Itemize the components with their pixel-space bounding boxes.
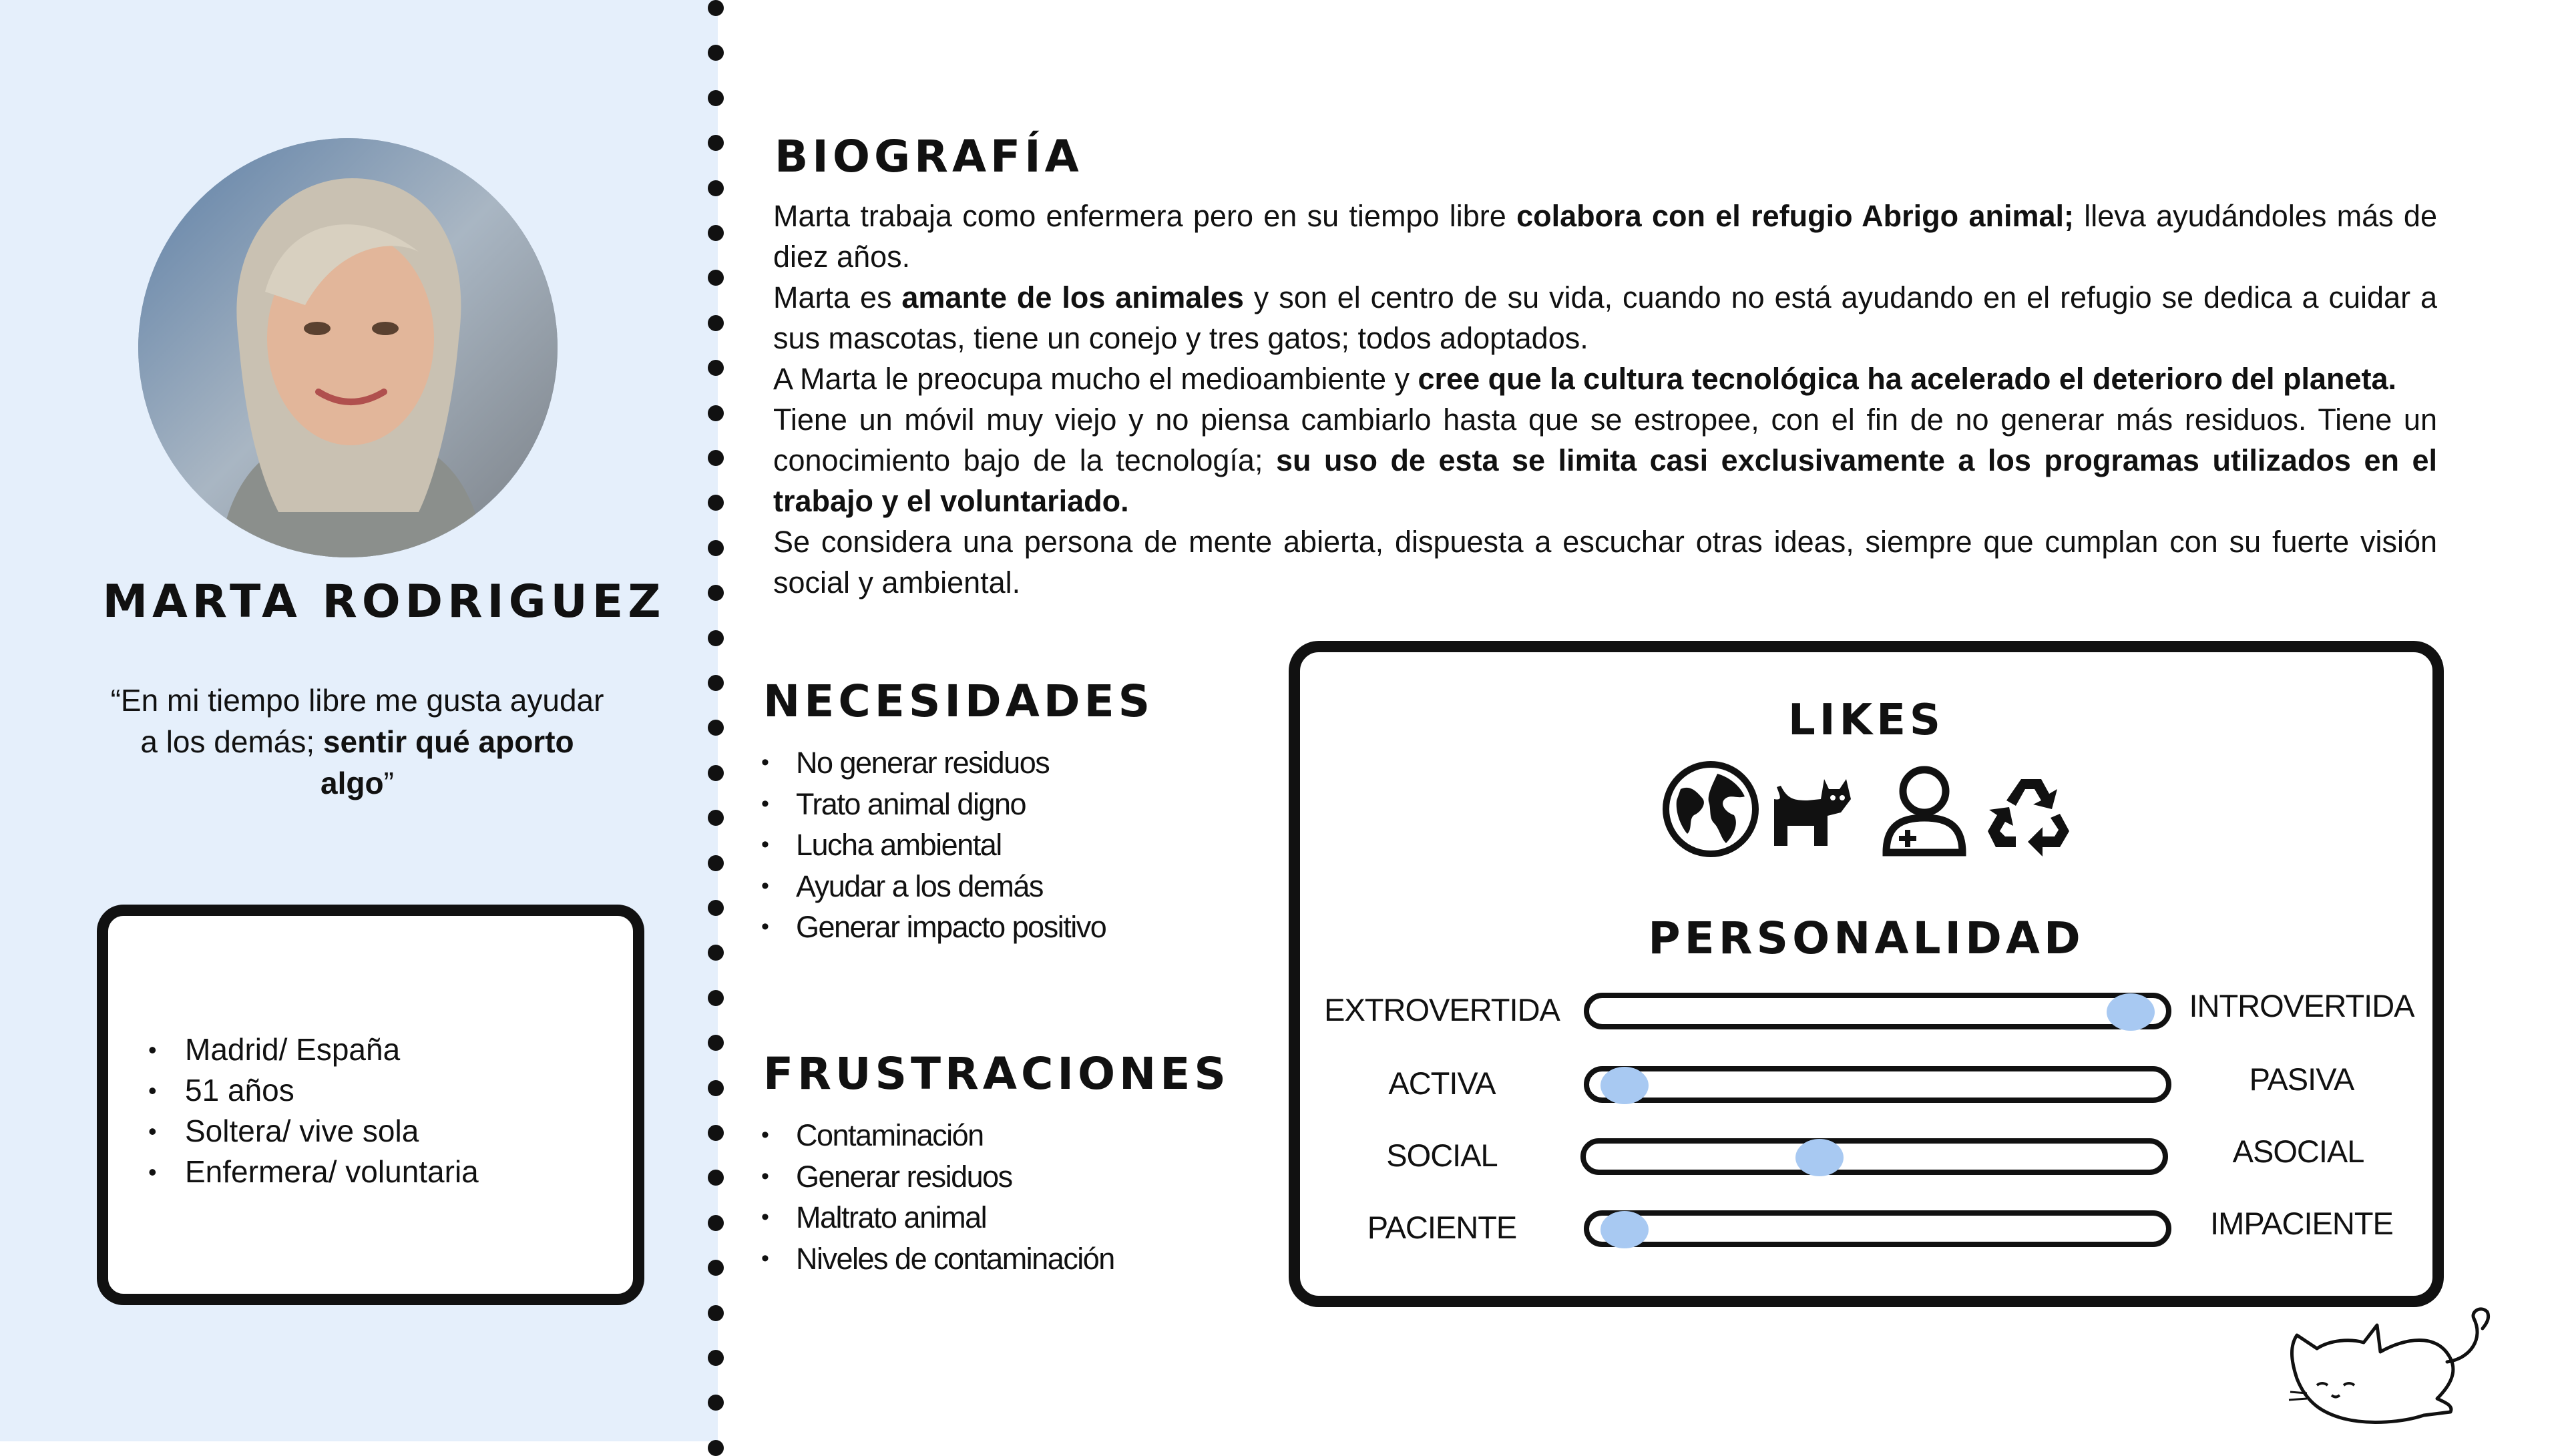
divider-dot [708, 225, 724, 241]
personality-title: PERSONALIDAD [1648, 913, 2085, 964]
divider-dot [708, 180, 724, 196]
trait-slider-track [1580, 1138, 2168, 1175]
bio-text: lleva ayudándoles más de diez años. [773, 199, 2437, 274]
divider-dot [708, 945, 724, 961]
trait-slider-track [1584, 993, 2171, 1029]
bio-paragraph [773, 277, 2437, 358]
divider-dot [708, 450, 724, 466]
nurse-icon [1874, 759, 1974, 859]
divider-dot [708, 720, 724, 736]
detail-status: • Soltera/ vive sola [148, 1111, 479, 1152]
trait-label-right: PASIVA [2249, 1061, 2354, 1097]
bio-text: y son el centro de su vida, cuando no está ayudando en el refugio se dedica a cuidar a sus mascotas, tiene un conejo y tres gatos; todos adoptados. [773, 280, 2438, 355]
divider-dot [708, 405, 724, 421]
divider-dot [708, 990, 724, 1006]
trait-label-left: SOCIAL [1386, 1138, 1498, 1173]
divider-dot [708, 135, 724, 151]
list-item: • Generar impacto positivo [761, 907, 1106, 948]
divider-dot [708, 855, 724, 871]
persona-details-card [97, 905, 644, 1305]
list-item: • Maltrato animal [761, 1197, 1114, 1238]
cat-doodle [2270, 1298, 2497, 1441]
list-item: • Niveles de contaminación [761, 1238, 1114, 1280]
biography-text [773, 196, 2437, 603]
divider-dot [708, 315, 724, 331]
list-item: • Contaminación [761, 1115, 1114, 1156]
divider-dot [708, 810, 724, 826]
bio-paragraph: Se considera una persona de mente abierta, dispuesta a escuchar otras ideas, siempre que cumplan con su fuerte visión social y ambiental. [773, 525, 2437, 599]
needs-title: NECESIDADES [763, 676, 1154, 727]
divider-dot [708, 630, 724, 646]
divider-dot [708, 1125, 724, 1141]
bio-highlight: colabora con el refugio Abrigo animal; [1516, 199, 2074, 233]
bio-text: A Marta le preocupa mucho el medioambiente y [773, 362, 1418, 396]
trait-slider-knob [1600, 1211, 1649, 1248]
detail-occupation: • Enfermera/ voluntaria [148, 1152, 479, 1192]
trait-label-right: IMPACIENTE [2210, 1206, 2393, 1241]
trait-label-left: ACTIVA [1388, 1065, 1496, 1101]
divider-dot [708, 1215, 724, 1231]
trait-slider-knob [1795, 1139, 1844, 1176]
trait-label-left: EXTROVERTIDA [1324, 992, 1560, 1027]
persona-name: MARTA RODRIGUEZ [102, 575, 666, 628]
trait-label-right: INTROVERTIDA [2189, 988, 2414, 1023]
list-item: • Generar residuos [761, 1156, 1114, 1198]
cat-icon [1767, 759, 1868, 859]
divider-dot [708, 270, 724, 286]
divider-dot [708, 540, 724, 556]
bio-text: Tiene un móvil muy viejo y no piensa cambiarlo hasta que se estropee, con el fin de no generar más residuos. Tiene un conocimiento bajo de la tecnología; [773, 403, 2437, 477]
trait-label-left: PACIENTE [1367, 1210, 1517, 1245]
bio-highlight: amante de los animales [901, 280, 1244, 314]
persona-avatar [138, 138, 558, 557]
list-item: • Trato animal digno [761, 784, 1106, 825]
quote-highlight: sentir qué aporto algo [320, 724, 574, 800]
biography-title: BIOGRAFÍA [775, 131, 1083, 182]
list-item: • Lucha ambiental [761, 824, 1106, 866]
trait-slider-knob [2107, 993, 2155, 1031]
bio-paragraph [773, 399, 2437, 521]
divider-dot [708, 90, 724, 106]
divider-dot [708, 1170, 724, 1186]
trait-slider-track [1584, 1210, 2171, 1247]
bio-paragraph [773, 358, 2437, 399]
trait-slider-knob [1600, 1067, 1649, 1104]
bio-text: Marta trabaja como enfermera pero en su tiempo libre [773, 199, 1517, 233]
likes-personality-card [1289, 641, 2444, 1307]
divider-dot [708, 675, 724, 691]
likes-title: LIKES [1788, 696, 1944, 745]
divider-dot [708, 1080, 724, 1096]
divider-dot [708, 900, 724, 916]
bio-highlight: cree que la cultura tecnológica ha acelerado el deterioro del planeta. [1418, 362, 2397, 396]
detail-age: • 51 años [148, 1070, 479, 1111]
dotted-divider [702, 0, 729, 1441]
globe-icon [1661, 759, 1761, 859]
divider-dot [708, 1035, 724, 1051]
list-item: • No generar residuos [761, 742, 1106, 784]
frustrations-list [761, 1115, 1114, 1279]
persona-quote [100, 680, 614, 804]
trait-label-right: ASOCIAL [2232, 1134, 2364, 1169]
detail-location: • Madrid/ España [148, 1029, 479, 1070]
quote-close: ” [383, 766, 394, 800]
bio-text: Marta es [773, 280, 902, 314]
frustrations-title: FRUSTRACIONES [763, 1048, 1230, 1100]
divider-dot [708, 1260, 724, 1276]
quote-text: “En mi tiempo libre me gusta ayudar a los demás; [110, 683, 604, 759]
divider-dot [708, 765, 724, 781]
divider-dot [708, 1305, 724, 1321]
divider-dot [708, 360, 724, 376]
needs-list [761, 742, 1106, 948]
list-item: • Ayudar a los demás [761, 866, 1106, 907]
bio-highlight: su uso de esta se limita casi exclusivamente a los programas utilizados en el trabajo y el voluntariado. [773, 443, 2437, 518]
divider-dot [708, 0, 724, 16]
divider-dot [708, 1350, 724, 1366]
divider-dot [708, 45, 724, 61]
divider-dot [708, 1440, 724, 1456]
divider-dot [708, 585, 724, 601]
bio-paragraph [773, 196, 2437, 277]
divider-dot [708, 1395, 724, 1411]
recycle-icon [1981, 759, 2081, 859]
trait-slider-track [1584, 1066, 2171, 1103]
divider-dot [708, 495, 724, 511]
